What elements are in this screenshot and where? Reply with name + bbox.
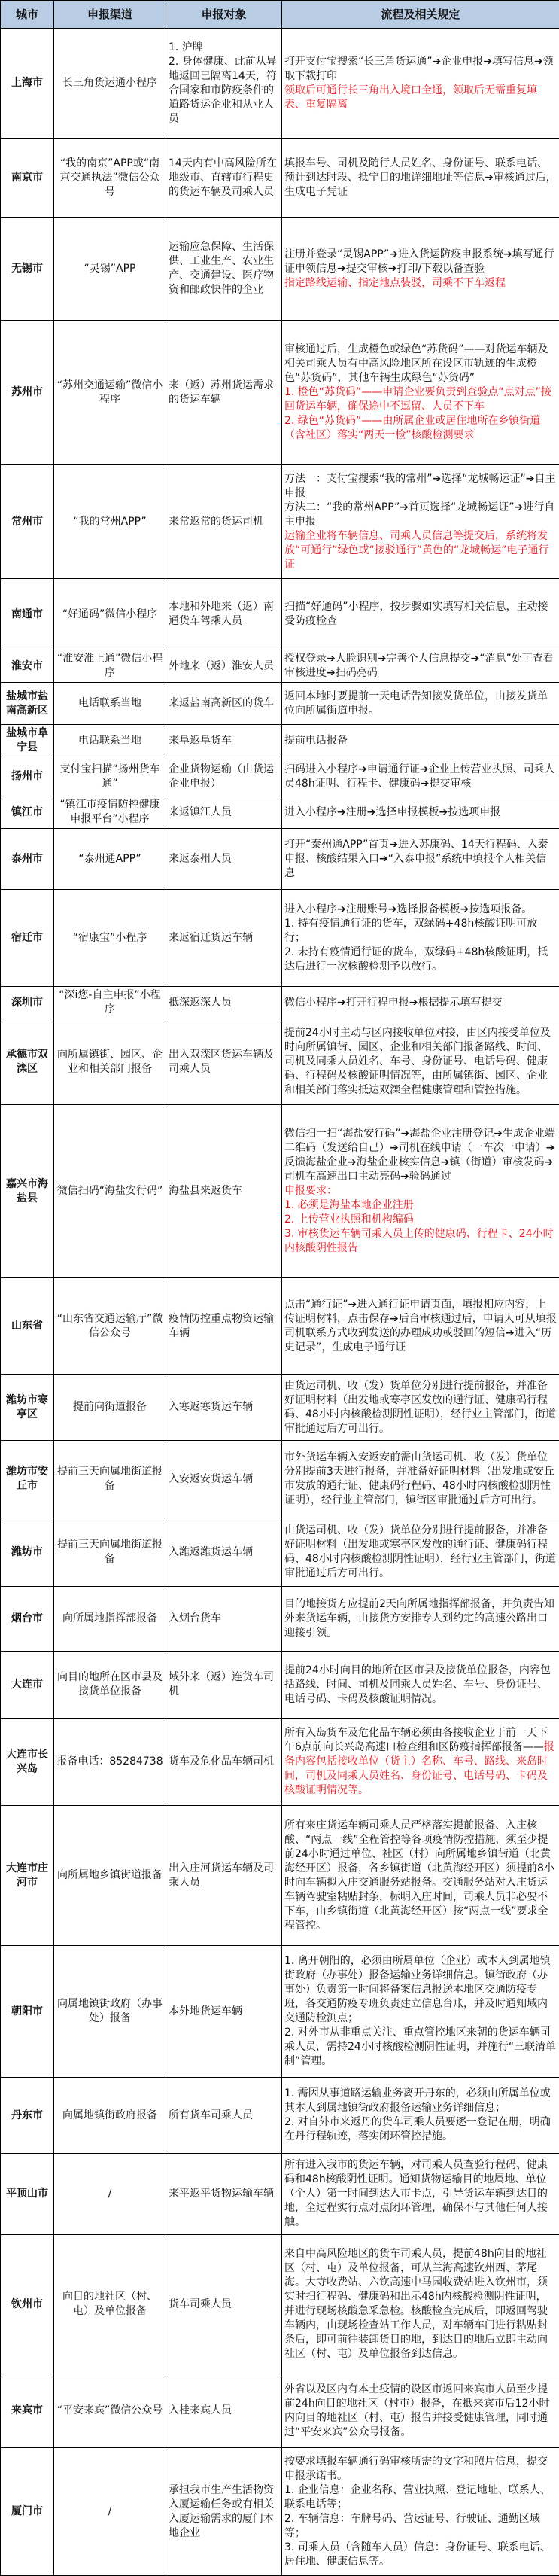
city-cell: 嘉兴市海盐县: [1, 1105, 54, 1278]
city-cell: 大连市: [1, 1652, 54, 1719]
process-step: 扫码进入小程序➔申请通行证➔企业上传营业执照、司乘人员48h证明、行程卡、健康码➔提交审核: [284, 763, 557, 791]
target-line: 来返泰州人员: [169, 852, 279, 866]
table-row: [1, 2448, 559, 2576]
table-row: [1, 890, 559, 987]
process-cell: [282, 1375, 559, 1441]
target-line: 本外地货运车辆: [169, 2005, 279, 2019]
target-line: 所有货车司乘人员: [169, 2109, 279, 2123]
channel-cell: 向所属地指挥部报备: [54, 1587, 166, 1652]
process-step: 由货运司机、收（发）货单位分别进行提前报备，并准备好证明材料（出发地或寒亭区发放的通行证、健康码行程码、48小时内核酸检测阴性证明），经行业主管部门，街道审批通过后方可出行。: [284, 1524, 557, 1581]
target-line: 入寒返寒货运车辆: [169, 1400, 279, 1414]
table-row: [1, 2078, 559, 2154]
target-line: 出入双滦区货运车辆及司乘人员: [169, 1048, 279, 1076]
process-step: 1. 持有疫情通行证的货车，双绿码+48h核酸证明可放行；: [284, 917, 557, 945]
process-step: 目的地接货方应提前2天向所属地指挥部报备，并负责告知外来货运车辆，由接货方安排专人到约定的高速公路出口迎接引领。: [284, 1597, 557, 1640]
target-line: 14天内有中高风险所在地级市、直辖市行程史的货运车辆及司乘人员: [169, 157, 279, 199]
process-step: 2. 对自外市来返丹的货车司乘人员要逐一登记在册，明确在丹行程轨迹，落实闭环管控措施。: [284, 2115, 557, 2144]
target-cell: [166, 218, 282, 321]
process-cell: [282, 1719, 559, 1806]
channel-cell: “好通码”微信小程序: [54, 579, 166, 650]
channel-cell: 报备电话：85284738: [54, 1719, 166, 1806]
target-line: 来返宿迁货运车辆: [169, 931, 279, 945]
target-cell: [166, 1441, 282, 1518]
process-cell: [282, 683, 559, 725]
process-step: 审核通过后，生成橙色或绿色“苏货码”——对货运车辆及相关司乘人员有中高风险地区所在设区市轨迹的生成橙色“苏货码”，其他车辆生成绿色“苏货码”: [284, 343, 557, 385]
table-row: [1, 725, 559, 757]
target-cell: [166, 139, 282, 218]
table-row: [1, 1806, 559, 1946]
process-step: 方法一：支付宝搜索“我的常州”➔选择“龙城畅运证”➔自主申报: [284, 472, 557, 501]
table-row: [1, 796, 559, 829]
channel-cell: “苏州交通运输”微信小程序: [54, 321, 166, 465]
target-line: 企业货物运输（由货运企业申报）: [169, 763, 279, 791]
city-cell: 苏州市: [1, 321, 54, 465]
city-cell: 泰州市: [1, 829, 54, 890]
highlight-note: 申报要求：: [284, 1184, 557, 1198]
table-row: [1, 1278, 559, 1375]
channel-cell: “山东省交通运输厅”微信公众号: [54, 1278, 166, 1375]
header-row: [1, 1, 559, 29]
target-cell: [166, 1652, 282, 1719]
target-cell: [166, 1587, 282, 1652]
target-cell: [166, 2078, 282, 2154]
target-cell: [166, 987, 282, 1019]
process-step: 3. 司乘人员（含随车人员）信息：身份证号、联系电话、居住地、健康信息等。: [284, 2541, 557, 2569]
target-line: 疫情防控重点物资运输车辆: [169, 1312, 279, 1341]
channel-cell: “淮安淮上通”微信小程序: [54, 650, 166, 683]
target-cell: [166, 2374, 282, 2448]
target-cell: [166, 1019, 282, 1105]
process-step: 按要求填报车辆通行码审核所需的文字和照片信息，提交申报承诺书。: [284, 2455, 557, 2483]
target-line: 来阜返阜货车: [169, 734, 279, 748]
process-step: 1. 需因从事道路运输业务离开丹东的，必须由所属单位或其本人到属地镇街政府报备运输业务详细信息；: [284, 2087, 557, 2115]
process-step: 1. 离开朝阳的，必须由所属单位（企业）或本人到属地镇街政府（办事处）报备运输业务详细信息。镇街政府（办事处）负责第一时间将备案信息报送本地区交通防疫专班，各交通防疫专班负责建立信息台账，并及时通知域内交通防检测点；: [284, 1954, 557, 2026]
process-cell: [282, 1587, 559, 1652]
channel-cell: “平安来宾”微信公众号: [54, 2374, 166, 2448]
target-cell: [166, 1278, 282, 1375]
city-cell: 镇江市: [1, 796, 54, 829]
target-cell: [166, 321, 282, 465]
header-city: 城市: [1, 1, 54, 29]
process-step: 扫描“好通码”小程序，按步骤如实填写相关信息，主动接受防疫检查: [284, 600, 557, 629]
process-step: 微信小程序➔打开行程申报➔根据提示填写提交: [284, 996, 557, 1010]
header-process: 流程及相关规定: [282, 1, 559, 29]
city-cell: 潍坊市寒亭区: [1, 1375, 54, 1441]
channel-cell: 提前向街道报备: [54, 1375, 166, 1441]
channel-cell: 向目的地所在区市县及接货单位报备: [54, 1652, 166, 1719]
channel-cell: “灵锡”APP: [54, 218, 166, 321]
process-cell: [282, 829, 559, 890]
table-row: [1, 987, 559, 1019]
process-cell: [282, 1441, 559, 1518]
table-row: [1, 321, 559, 465]
process-step: 进入小程序➔注册账号➔选择报备模板➔按选项报备。: [284, 903, 557, 917]
table-row: [1, 829, 559, 890]
process-step: 外省以及区内有本土疫情的设区市返回来宾市人员至少提前24h向目的地社区（村屯）报备，在抵来宾市后12小时内向目的地社区（村、屯）报告并接受健康管理，同时通过“平安来宾”公众号报备。: [284, 2383, 557, 2440]
highlight-note: 3. 审核货运车辆司乘人员上传的健康码、行程卡、24小时内核酸阴性报告: [284, 1227, 557, 1256]
highlight-note: 运输企业将车辆信息、司乘人员信息等提交后，系统将发放“可通行”绿色或“接驳通行”黄色的“龙城畅运”电子通行证: [284, 529, 557, 572]
table-row: [1, 1375, 559, 1441]
city-cell: 来宾市: [1, 2374, 54, 2448]
target-cell: [166, 2154, 282, 2235]
table-row: [1, 1019, 559, 1105]
city-cell: 潍坊市安丘市: [1, 1441, 54, 1518]
table-header: [1, 1, 559, 29]
process-cell: [282, 725, 559, 757]
header-channel: 申报渠道: [54, 1, 166, 29]
city-cell: 宿迁市: [1, 890, 54, 987]
target-line: 1. 沪牌: [169, 41, 279, 55]
process-step: 打开“泰州通APP”首页➔进入苏康码、14天行程码、入泰申报、核酸结果入口➔“入泰申报”系统中填报个人相关信息: [284, 838, 557, 881]
city-cell: 盐城市盐南高新区: [1, 683, 54, 725]
target-line: 入烟台货车: [169, 1612, 279, 1626]
city-cell: 烟台市: [1, 1587, 54, 1652]
target-line: 域外来（返）连货车司机: [169, 1670, 279, 1699]
table-row: [1, 465, 559, 579]
process-cell: [282, 2235, 559, 2374]
target-line: 2. 身体健康、此前从异地返回已隔离14天，符合国家和市防疫条件的道路货运企业和从业人员: [169, 55, 279, 126]
city-cell: 扬州市: [1, 757, 54, 796]
city-cell: 厦门市: [1, 2448, 54, 2576]
highlight-note: 2. 绿色“苏货码”——由所属企业或居住地所在乡镇街道（含社区）落实“两天一检”核酸检测要求: [284, 414, 557, 443]
process-step: 来自中高风险地区的货车司乘人员，提前48h向目的地社区（村、屯）及单位报备，可从兰海高速钦州西、茅尾海。大寺收费站、六钦高速中马园收费站进入钦州市，须实时扫行程码、健康码和出示48h内核酸检测阴性证明，并进行现场核酸急采急检。核酸检查完成后，即返回驾驶车辆内，由现场检查站工作人员，对车辆车门进行粘贴封条后，即可前往装卸货目的地，到达目的地后立即主动向社区（村、屯）及单位报备到达信息。: [284, 2247, 557, 2361]
channel-cell: 长三角货运通小程序: [54, 29, 166, 139]
target-line: 货车司乘人员: [169, 2297, 279, 2312]
city-cell: 淮安市: [1, 650, 54, 683]
process-cell: [282, 796, 559, 829]
target-cell: [166, 890, 282, 987]
target-cell: [166, 1806, 282, 1946]
process-cell: [282, 987, 559, 1019]
channel-cell: 微信扫码“海盐安行码”: [54, 1105, 166, 1278]
table-row: [1, 2154, 559, 2235]
process-cell: [282, 1652, 559, 1719]
process-step: 所有入岛货车及危化品车辆必须由各接收企业于前一天下午6点前向长兴岛高速口检查组和区防疫指挥部报备——: [284, 1727, 548, 1753]
target-cell: [166, 1105, 282, 1278]
target-line: 承担我市生产生活物资入厦运输任务或有相关入厦运输需求的厦门本地企业: [169, 2483, 279, 2541]
city-cell: 承德市双滦区: [1, 1019, 54, 1105]
target-cell: [166, 757, 282, 796]
target-cell: [166, 29, 282, 139]
target-line: 来常返常的货运司机: [169, 515, 279, 529]
process-cell: [282, 1946, 559, 2078]
target-line: 来平返平货物运输车辆: [169, 2187, 279, 2201]
process-step: 注册并登录“灵锡APP”➔进入货运防疫申报系统➔填写通行证申领信息➔提交审核➔打印/下载以备查验: [284, 248, 557, 276]
target-line: 货车及危化品车辆司机: [169, 1755, 279, 1769]
target-line: 来（返）苏州货运需求的货运车辆: [169, 379, 279, 407]
process-step: 2. 车辆信息：车牌号码、营运证号、行驶证、通勤区域等；: [284, 2512, 557, 2541]
table-body: [1, 29, 559, 2576]
target-line: 抵深返深人员: [169, 996, 279, 1010]
table-row: [1, 1441, 559, 1518]
process-cell: [282, 650, 559, 683]
target-cell: [166, 829, 282, 890]
channel-cell: 支付宝扫描“扬州货车通”: [54, 757, 166, 796]
city-cell: 钦州市: [1, 2235, 54, 2374]
process-step: 进入小程序➔注册➔选择申报模板➔按选项申报: [284, 805, 557, 820]
channel-cell: 向所属地乡镇街道报备: [54, 1806, 166, 1946]
process-step: 方法二：“我的常州APP”➔首页选择“龙城畅运证”➔进行自主申报: [284, 501, 557, 529]
table-row: [1, 1587, 559, 1652]
highlight-note: 1. 必须是海盐本地企业注册: [284, 1198, 557, 1213]
target-cell: [166, 683, 282, 725]
table-row: [1, 218, 559, 321]
process-cell: [282, 139, 559, 218]
city-cell: 平顶山市: [1, 2154, 54, 2235]
target-line: 入安返安货运车辆: [169, 1472, 279, 1487]
target-cell: [166, 465, 282, 579]
table-row: [1, 757, 559, 796]
target-cell: [166, 1518, 282, 1587]
process-step: 市外货运车辆入安返安前需由货运司机、收（发）货单位分别提前3天进行报备，并准备好证明材料（出发地或安丘市发放的通行证、健康码行程码、48小时内核酸检测阴性证明），经行业主管部门，镇街区审批通过后方可出行。: [284, 1451, 557, 1508]
process-step: 提前24小时主动与区内接收单位对接，由区内接受单位及时向所属镇街、园区、企业和相关部门报备路线、时间、司机及同乘人员姓名、车号、身份证号、电话号码、健康码、行程码及核酸证明情况等，由所属镇街、园区、企业和相关部门落实抵达双滦全程健康管理和管控措施。: [284, 1026, 557, 1098]
table-row: [1, 139, 559, 218]
city-cell: 盐城市阜宁县: [1, 725, 54, 757]
table-row: [1, 579, 559, 650]
target-line: 海盐县来返货车: [169, 1184, 279, 1198]
process-cell: [282, 757, 559, 796]
process-step: 点击“通行证”➔进入通行证申请页面，填报相应内容，上传证明材料，点击保存➔后台审核通过后，申请人可从填报司机联系方式收到发送的办理成功或驳回的短信➔进入“历史记录”，生成电子通行证: [284, 1298, 557, 1355]
channel-cell: “镇江市疫情防控健康申报平台”小程序: [54, 796, 166, 829]
city-cell: 丹东市: [1, 2078, 54, 2154]
channel-cell: “我的常州APP”: [54, 465, 166, 579]
process-cell: [282, 1105, 559, 1278]
process-cell: [282, 29, 559, 139]
channel-cell: 提前三天向属地街道报备: [54, 1441, 166, 1518]
channel-cell: 向目的地社区（村、屯）及单位报备: [54, 2235, 166, 2374]
target-cell: [166, 650, 282, 683]
channel-cell: “深i您-自主申报”小程序: [54, 987, 166, 1019]
process-step: 所有进入我市的货运车辆，对司乘人员查验行程码、健康码和48h核酸阴性证明。通知货物运输目的地属地、单位（个人）第一时间到达入市卡点，引导货运车辆到达目的地，全过程实行点对点闭环管理，确保不与其他任何人接触。: [284, 2158, 557, 2230]
process-step: 返回本地时要提前一天电话告知接发货单位，由接发货单位向所属街道申报。: [284, 690, 557, 718]
process-step: 2. 未持有疫情通行证的货车，双绿码+48h核酸证明，抵达后进行一次核酸检测予以放行。: [284, 945, 557, 974]
city-cell: 深圳市: [1, 987, 54, 1019]
highlight-note: 2. 上传营业执照和机构编码: [284, 1213, 557, 1227]
table-row: [1, 1719, 559, 1806]
channel-cell: /: [54, 2448, 166, 2576]
process-cell: [282, 2154, 559, 2235]
target-cell: [166, 579, 282, 650]
highlight-note: 1. 橙色“苏货码”——申请企业要负责到查验点“点对点”接回货运车辆，确保途中不逗留、人员不下车: [284, 385, 557, 414]
target-line: 来返盐南高新区的货车: [169, 696, 279, 711]
process-cell: [282, 579, 559, 650]
channel-cell: 向属地镇街政府报备: [54, 2078, 166, 2154]
target-line: 入桂来宾人员: [169, 2404, 279, 2418]
target-cell: [166, 1946, 282, 2078]
highlight-note: 指定路线运输、指定地点装驳，司乘不下车返程: [284, 276, 557, 291]
channel-cell: 向属地镇街政府（办事处）报备: [54, 1946, 166, 2078]
process-step: 提前24小时向目的地所在区市县及接货单位报备，内容包括路线、时间、司机及同乘人员姓名、车号、身份证号、电话号码、卡码及核酸证明情况。: [284, 1664, 557, 1707]
highlight-note: 报备内容包括接收单位（货主）名称、车号、路线、来岛时间，司机及同乘人员姓名、身份证号、电话号码、卡码及核酸证明情况等。: [284, 1741, 554, 1796]
process-step: 由货运司机、收（发）货单位分别进行提前报备，并准备好证明材料（出发地或寒亭区发放的通行证、健康码行程码、48小时内核酸检测阴性证明），经行业主管部门，街道审批通过后方可出行。: [284, 1379, 557, 1436]
target-cell: [166, 796, 282, 829]
process-step: 所有来庄货运车辆司乘人员严格落实提前报备、入庄核酸、“两点一线”全程管控等各项疫情防控措施，须至少提前24小时通过单位、社区（村）向所属地乡镇街道（北黄海经开区）报备，各乡镇街道（北黄海经开区）须提前8小时向车辆拟入庄交通服务站报备。交通服务站对入庄货运车辆驾驶室粘贴封条，标明入庄时间，司乘人员非必要不下车，由乡镇街道（北黄海经开区）按“两点一线”要求全程管控。: [284, 1819, 557, 1933]
process-step: 打开支付宝搜索“长三角货运通”➔企业申报➔填写信息➔领取下载打印: [284, 55, 557, 84]
city-cell: 无锡市: [1, 218, 54, 321]
target-line: 出入庄河货运车辆及司乘人员: [169, 1862, 279, 1890]
table-row: [1, 1946, 559, 2078]
channel-cell: “宿康宝”小程序: [54, 890, 166, 987]
process-step: 1. 企业信息：企业名称、营业执照、登记地址、联系人、联系电话等；: [284, 2483, 557, 2512]
process-step: 提前电话报备: [284, 734, 557, 748]
table-row: [1, 1518, 559, 1587]
target-line: 来返镇江人员: [169, 805, 279, 820]
process-step: 微信扫一扫“海盐安行码”➔海盐企业注册登记➔生成企业端二维码（发送给自己）➔司机在线申请（一车次一申请）➔反馈海盐企业➔海盐企业核实信息➔镇（街道）审核发码➔司机在高速出口主动亮码➔验码通过: [284, 1127, 557, 1184]
city-cell: 大连市长兴岛: [1, 1719, 54, 1806]
highlight-note: 领取后可通行长三角出入境口全通，领取后无需重复填表、重复隔离: [284, 84, 557, 112]
city-cell: 大连市庄河市: [1, 1806, 54, 1946]
target-cell: [166, 2448, 282, 2576]
target-cell: [166, 2235, 282, 2374]
target-cell: [166, 1375, 282, 1441]
channel-cell: “我的南京”APP或“南京交通执法”微信公众号: [54, 139, 166, 218]
table-row: [1, 2374, 559, 2448]
city-cell: 朝阳市: [1, 1946, 54, 2078]
table-row: [1, 2235, 559, 2374]
process-cell: [282, 2078, 559, 2154]
city-cell: 潍坊市: [1, 1518, 54, 1587]
target-line: 运输应急保障、生活保供、工业生产、农业生产、交通建设、医疗物资和邮政快件的企业: [169, 240, 279, 297]
process-cell: [282, 465, 559, 579]
table-row: [1, 683, 559, 725]
process-step: 授权登录➔人脸识别➔完善个人信息提交➔“消息”处可查看审核进度➔扫码亮码: [284, 652, 557, 681]
channel-cell: 向所属镇街、园区、企业和相关部门报备: [54, 1019, 166, 1105]
city-cell: 上海市: [1, 29, 54, 139]
process-cell: [282, 321, 559, 465]
table-row: [1, 29, 559, 139]
process-cell: [282, 2448, 559, 2576]
target-cell: [166, 725, 282, 757]
channel-cell: 电话联系当地: [54, 683, 166, 725]
process-step: 2. 对外市从非重点关注、重点管控地区来朝的货运车辆司乘人员，需持24小时核酸检测阴性证明，并施行“三联清单制”管理。: [284, 2026, 557, 2069]
target-line: 外地来（返）淮安人员: [169, 659, 279, 674]
process-step: 填报车号、司机及随行人员姓名、身份证号、联系电话、预计到达时段、抵宁目的地详细地址等信息➔审核通过后，生成电子凭证: [284, 157, 557, 199]
table-row: [1, 1105, 559, 1278]
target-line: 入潍返潍货运车辆: [169, 1545, 279, 1560]
city-cell: 山东省: [1, 1278, 54, 1375]
process-cell: [282, 1278, 559, 1375]
process-cell: [282, 2374, 559, 2448]
channel-cell: “泰州通APP”: [54, 829, 166, 890]
city-cell: 南京市: [1, 139, 54, 218]
table-row: [1, 650, 559, 683]
process-cell: [282, 1806, 559, 1946]
target-cell: [166, 1719, 282, 1806]
target-line: 本地和外地来（返）南通货车驾乘人员: [169, 600, 279, 629]
process-cell: [282, 218, 559, 321]
city-cell: 常州市: [1, 465, 54, 579]
header-target: 申报对象: [166, 1, 282, 29]
city-cell: 南通市: [1, 579, 54, 650]
table-row: [1, 1652, 559, 1719]
process-cell: [282, 1019, 559, 1105]
channel-cell: 电话联系当地: [54, 725, 166, 757]
channel-cell: /: [54, 2154, 166, 2235]
process-cell: [282, 1518, 559, 1587]
channel-cell: 提前三天向属地街道报备: [54, 1518, 166, 1587]
process-cell: [282, 890, 559, 987]
